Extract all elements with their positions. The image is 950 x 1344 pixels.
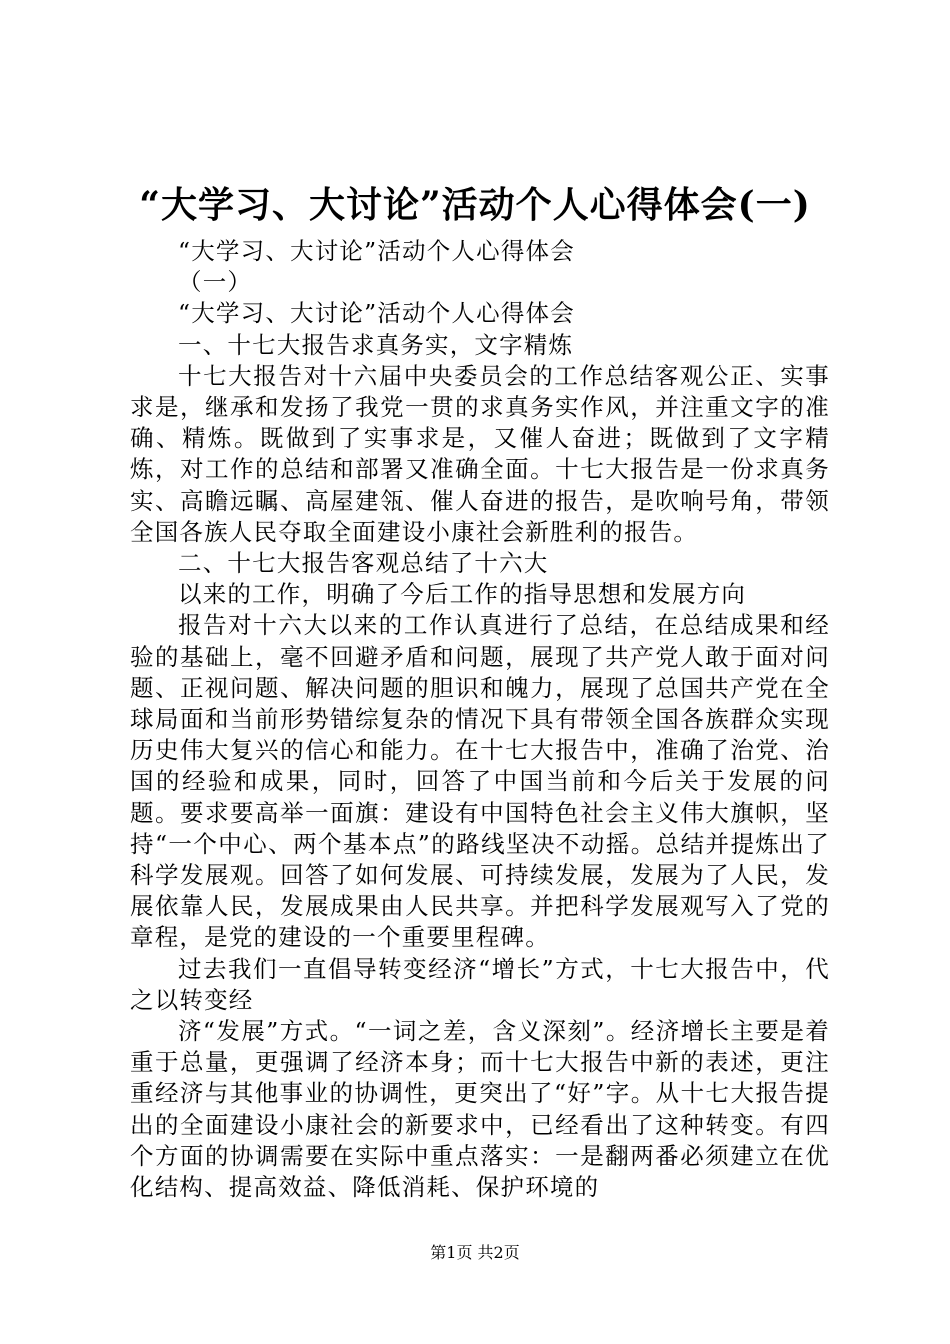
section-heading: “大学习、大讨论”活动个人心得体会: [178, 299, 575, 328]
document-title: “大学习、大讨论”活动个人心得体会(一): [139, 184, 811, 226]
paragraph-3: 过去我们一直倡导转变经济“增长”方式，十七大报告中，代之以转变经: [130, 954, 830, 1014]
paragraph-4: 济“发展”方式。“一词之差，含义深刻”。经济增长主要是着重于总量，更强调了经济本身；而十七大报告中新的表述，更注重经济与其他事业的协调性，更突出了“好”字。从十七大报告提出的全面建设小康社会的新要求中，已经看出了这种转变。有四个方面的协调需要在实际中重点落实：一是翻两番必须建立在优化结构、提高效益、降低消耗、保护环境的: [130, 1017, 830, 1202]
page-footer: 第1页 共2页: [430, 1243, 520, 1262]
subtitle-line: “大学习、大讨论”活动个人心得体会: [178, 237, 575, 265]
paragraph-1: 十七大报告对十六届中央委员会的工作总结客观公正、实事求是，继承和发扬了我党一贯的求真务实作风，并注重文字的准确、精炼。既做到了实事求是，又催人奋进；既做到了文字精炼，对工作的总结和部署又准确全面。十七大报告是一份求真务实、高瞻远瞩、高屋建瓴、催人奋进的报告，是吹响号角，带领全国各族人民夺取全面建设小康社会新胜利的报告。: [130, 361, 830, 546]
section-heading-2: 二、十七大报告客观总结了十六大: [178, 549, 549, 578]
paragraph-2: 报告对十六大以来的工作认真进行了总结，在总结成果和经验的基础上，毫不回避矛盾和问题，展现了共产党人敢于面对问题、正视问题、解决问题的胆识和魄力，展现了总国共产党在全球局面和当前形势错综复杂的情况下具有带领全国各族群众实现历史伟大复兴的信心和能力。在十七大报告中，准确了治党、治国的经验和成果，同时，回答了中国当前和今后关于发展的问题。要求要高举一面旗：建设有中国特色社会主义伟大旗帜，坚持“一个中心、两个基本点”的路线坚决不动摇。总结并提炼出了科学发展观。回答了如何发展、可持续发展，发展为了人民，发展依靠人民，发展成果由人民共享。并把科学发展观写入了党的章程，是党的建设的一个重要里程碑。: [130, 611, 830, 952]
section-heading-1: 一、十七大报告求真务实，文字精炼: [178, 330, 574, 359]
subtitle-number: （一）: [178, 268, 253, 297]
section-heading-2-cont: 以来的工作，明确了今后工作的指导思想和发展方向: [178, 580, 747, 609]
document-body: [130, 236, 830, 1203]
